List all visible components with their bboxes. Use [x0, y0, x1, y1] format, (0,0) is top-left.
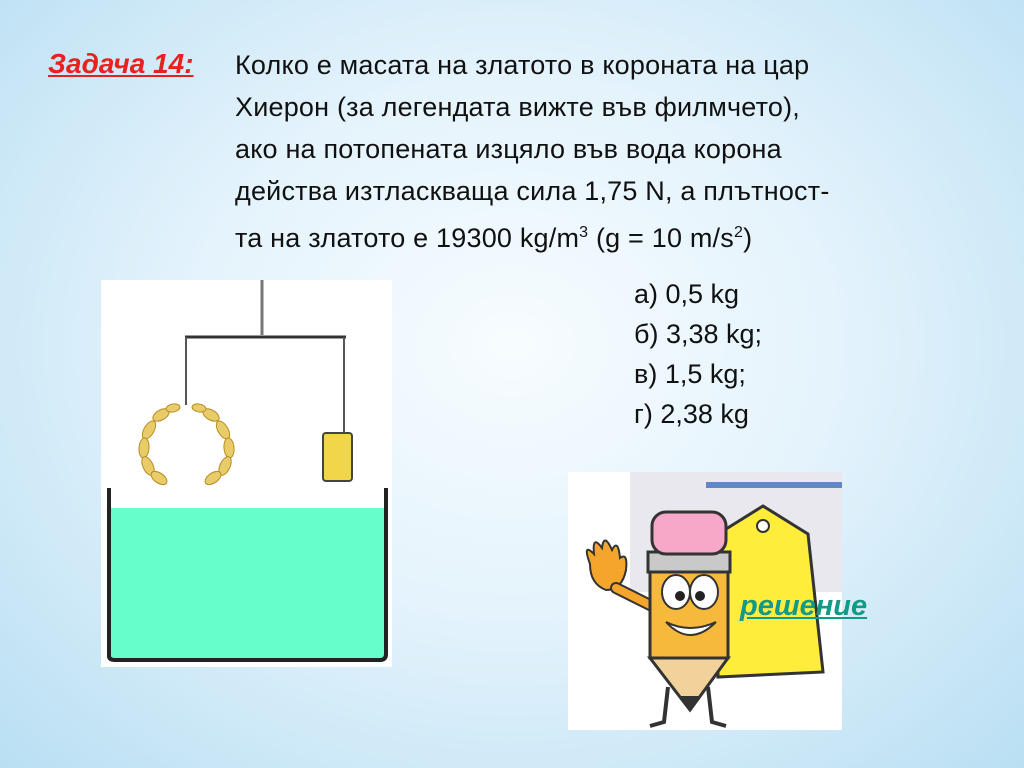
- pencil-body: [650, 568, 728, 658]
- left-eye: [662, 575, 690, 609]
- board-strip: [706, 482, 842, 488]
- balance-illustration: [101, 280, 392, 667]
- gravity-exponent: 2: [733, 224, 744, 241]
- answer-d[interactable]: г) 2,38 kg: [634, 399, 749, 429]
- left-leg: [650, 687, 668, 726]
- right-leg: [708, 687, 726, 726]
- right-eye: [690, 575, 718, 609]
- water: [111, 508, 386, 658]
- tag-hole: [757, 520, 769, 532]
- problem-line-4: действа изтласкваща сила 1,75 N, а плътност-: [235, 176, 830, 206]
- answer-b[interactable]: б) 3,38 kg;: [634, 319, 763, 349]
- problem-line-5-close: ): [743, 223, 753, 253]
- eraser: [652, 512, 726, 554]
- answer-a[interactable]: а) 0,5 kg: [634, 279, 740, 309]
- balance-figure: [101, 280, 392, 667]
- density-exponent: 3: [579, 224, 589, 241]
- answer-c[interactable]: в) 1,5 kg;: [634, 359, 746, 389]
- answer-options: [634, 274, 762, 434]
- problem-line-5-gravity: (g = 10 m/s: [588, 223, 734, 253]
- hand: [587, 540, 627, 590]
- task-label: Задача 14:: [48, 48, 194, 79]
- problem-text: [235, 44, 995, 259]
- solution-link[interactable]: решение: [740, 590, 868, 622]
- laurel-crown-icon: [138, 403, 235, 487]
- problem-line-2: Хиерон (за легендата вижте във филмчето),: [235, 92, 800, 122]
- gold-weight: [323, 433, 352, 481]
- problem-line-3: ако на потопената изцяло във вода корона: [235, 134, 782, 164]
- problem-line-5: [235, 212, 995, 259]
- problem-line-1: Колко е масата на златото в короната на цар: [235, 50, 810, 80]
- problem-line-5-text: та на златото е 19300 kg/m: [235, 223, 580, 253]
